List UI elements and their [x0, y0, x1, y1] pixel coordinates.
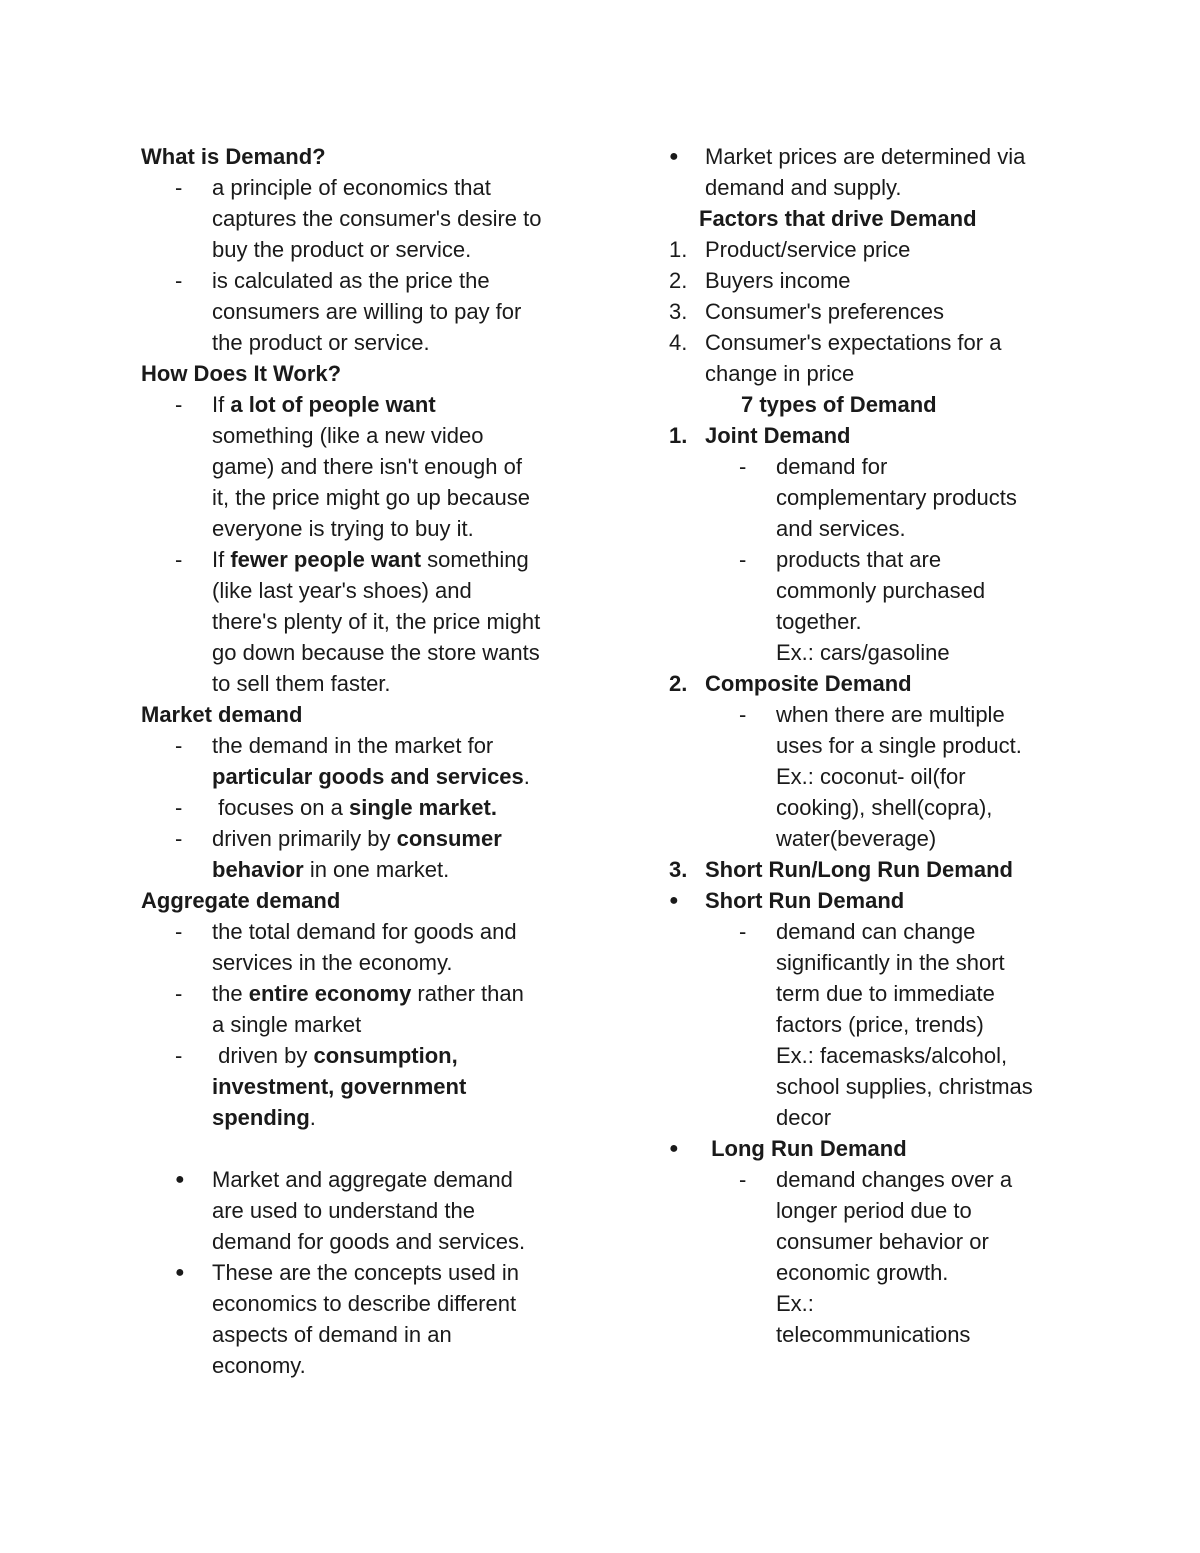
- dash-marker: -: [739, 919, 747, 944]
- bullet-marker: ●: [669, 148, 679, 165]
- list-item: - the entire economy rather than: [141, 978, 581, 1009]
- list-item: - driven by consumption,: [141, 1040, 581, 1071]
- dash-marker: -: [175, 733, 183, 758]
- bullet-item: ● Market and aggregate demand: [141, 1164, 581, 1195]
- list-item: - the total demand for goods and: [141, 916, 581, 947]
- list-item: - a principle of economics that: [141, 172, 581, 203]
- heading-aggregate-demand: Aggregate demand: [141, 888, 341, 913]
- list-item: - If a lot of people want: [141, 389, 581, 420]
- list-item: - If fewer people want something: [141, 544, 581, 575]
- list-item: - demand can change: [669, 916, 1069, 947]
- bullet-heading: ● Short Run Demand: [669, 885, 1069, 916]
- dash-marker: -: [175, 392, 183, 417]
- dash-marker: -: [739, 454, 747, 479]
- list-item: - driven primarily by consumer: [141, 823, 581, 854]
- bullet-heading: ● Long Run Demand: [669, 1133, 1069, 1164]
- dash-marker: -: [175, 268, 183, 293]
- dash-marker: -: [175, 919, 183, 944]
- numbered-item: 1. Product/service price: [669, 237, 911, 262]
- dash-marker: -: [175, 795, 183, 820]
- numbered-heading: 1. Joint Demand: [669, 423, 851, 448]
- list-item: - products that are: [669, 544, 1069, 575]
- numbered-heading: 2. Composite Demand: [669, 671, 912, 696]
- list-item: - is calculated as the price the: [141, 265, 581, 296]
- list-item: - focuses on a single market.: [141, 792, 581, 823]
- numbered-item: 4. Consumer's expectations for a: [669, 330, 1002, 355]
- dash-marker: -: [175, 1043, 183, 1068]
- bullet-marker: ●: [669, 1140, 679, 1157]
- bullet-marker: ●: [175, 1171, 185, 1188]
- dash-marker: -: [739, 547, 747, 572]
- heading-market-demand: Market demand: [141, 702, 303, 727]
- dash-marker: -: [175, 826, 183, 851]
- list-item: - demand for: [669, 451, 1069, 482]
- heading-what-is-demand: What is Demand?: [141, 144, 326, 169]
- bullet-item: ● Market prices are determined via: [669, 141, 1069, 172]
- dash-marker: -: [739, 1167, 747, 1192]
- numbered-item: 2. Buyers income: [669, 268, 851, 293]
- heading-factors: Factors that drive Demand: [699, 206, 977, 231]
- list-item: - when there are multiple: [669, 699, 1069, 730]
- dash-marker: -: [175, 175, 183, 200]
- dash-marker: -: [175, 547, 183, 572]
- bullet-marker: ●: [175, 1264, 185, 1281]
- dash-marker: -: [175, 981, 183, 1006]
- list-item: - the demand in the market for: [141, 730, 581, 761]
- dash-marker: -: [739, 702, 747, 727]
- numbered-item: 3. Consumer's preferences: [669, 299, 944, 324]
- bullet-item: ● These are the concepts used in: [141, 1257, 581, 1288]
- bullet-marker: ●: [669, 892, 679, 909]
- heading-types: 7 types of Demand: [741, 392, 937, 417]
- left-column: What is Demand? - a principle of economics that captures the consumer's desire to buy the product or service. - is calculated as the price the consumers are willing to pay for the product or service. How Does It Work? - If a lot of people want something (like a new video game) and there isn't enough of it, the price might go up because everyone is trying to buy it. - If fewer people want something (like last year's shoes) and there's plenty of it, the price might go down because the store wants to sell them faster. Market demand - the demand in the market for particular goods and services. - focuses on a single market. - driven primarily by consumer behavior in one market. Aggregate demand - the total demand for goods and services in the economy. - the entire economy rather than a single market - driven by consumption, investment, government spending. ● Market and aggregate demand are used to understand the demand for goods and services. ● These are the concepts used in economics to describe different aspects of demand in an economy.: [141, 141, 581, 1381]
- right-column: ● Market prices are determined via demand and supply. Factors that drive Demand 1. Product/service price 2. Buyers income 3. Consumer's preferences 4. Consumer's expectations for a change in price 7 types of Demand 1. Joint Demand - demand for complementary products and services. - products that are commonly purchased together. Ex.: cars/gasoline 2. Composite Demand - when there are multiple uses for a single product. Ex.: coconut- oil(for cooking), shell(copra), water(beverage) 3. Short Run/Long Run Demand ● Short Run Demand - demand can change significantly in the short term due to immediate factors (price, trends) Ex.: facemasks/alcohol, school supplies, christmas decor ● Long Run Demand - demand changes over a longer period due to consumer behavior or economic growth. Ex.: telecommunications: [669, 141, 1069, 1350]
- list-item: - demand changes over a: [669, 1164, 1069, 1195]
- numbered-heading: 3. Short Run/Long Run Demand: [669, 857, 1013, 882]
- heading-how-does-it-work: How Does It Work?: [141, 361, 342, 386]
